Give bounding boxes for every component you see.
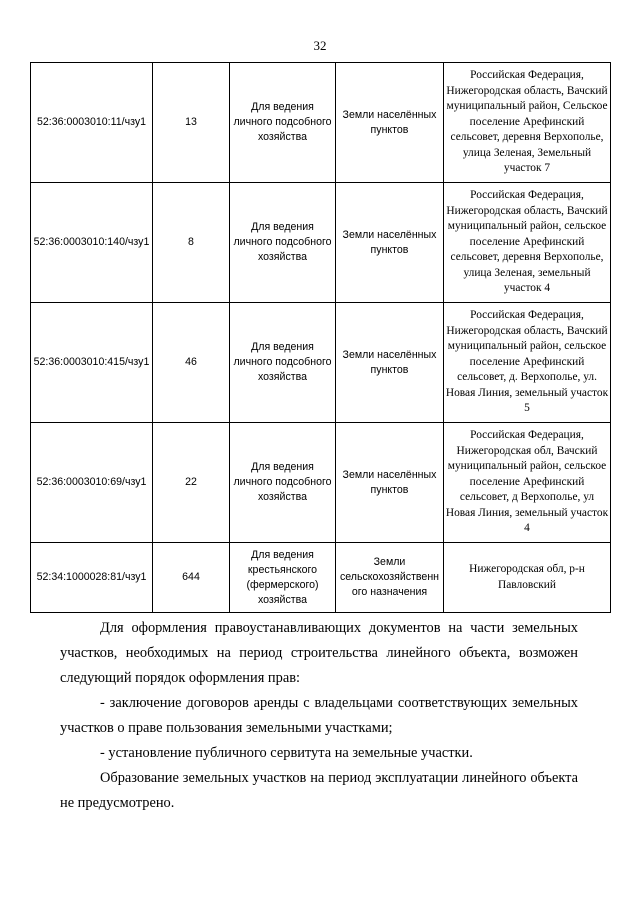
parcel-area: 46	[153, 303, 230, 423]
paragraph-servitude	[60, 741, 578, 766]
parcel-area: 22	[153, 423, 230, 543]
parcel-area: 8	[153, 183, 230, 303]
table-row	[31, 183, 611, 303]
table-row	[31, 423, 611, 543]
parcels-table	[30, 62, 611, 613]
paragraph-operation	[60, 766, 578, 816]
table-row	[31, 543, 611, 613]
page-number: 32	[313, 38, 327, 53]
paragraph-text: Для оформления правоустанавливающих документов на части земельных участков, необходимых на период строительства линейного объекта, возможен следующий порядок оформления прав:	[60, 620, 578, 686]
parcel-address: Российская Федерация, Нижегородская обл, Вачский муниципальный район, сельское поселение Арефинский сельсовет, д Верхополье, ул Новая Линия, земельный участок 4	[444, 423, 611, 543]
permitted-use: Для ведения личного подсобного хозяйства	[230, 183, 336, 303]
permitted-use: Для ведения личного подсобного хозяйства	[230, 423, 336, 543]
table-row	[31, 63, 611, 183]
land-category: Земли населённых пунктов	[336, 63, 444, 183]
cadastral-number: 52:36:0003010:140/чзу1	[31, 183, 153, 303]
parcel-address: Российская Федерация, Нижегородская область, Вачский муниципальный район, сельское поселение Арефинский сельсовет, д. Верхополье, ул. Новая Линия, земельный участок 5	[444, 303, 611, 423]
permitted-use: Для ведения личного подсобного хозяйства	[230, 63, 336, 183]
cadastral-number: 52:36:0003010:69/чзу1	[31, 423, 153, 543]
permitted-use: Для ведения личного подсобного хозяйства	[230, 303, 336, 423]
land-category: Земли населённых пунктов	[336, 303, 444, 423]
cadastral-number: 52:36:0003010:415/чзу1	[31, 303, 153, 423]
table-row	[31, 303, 611, 423]
permitted-use: Для ведения крестьянского (фермерского) хозяйства	[230, 543, 336, 613]
parcel-address: Российская Федерация, Нижегородская область, Вачский муниципальный район, сельское поселение Арефинский сельсовет, деревня Верхополье, улица Зеленая, земельный участок 4	[444, 183, 611, 303]
parcel-address: Российская Федерация, Нижегородская область, Вачский муниципальный район, Сельское поселение Арефинский сельсовет, деревня Верхополье, улица Зеленая, Земельный участок 7	[444, 63, 611, 183]
land-category: Земли сельскохозяйственного назначения	[336, 543, 444, 613]
parcel-area: 644	[153, 543, 230, 613]
paragraph-rights-order	[60, 616, 578, 691]
parcel-address: Нижегородская обл, р-н Павловский	[444, 543, 611, 613]
paragraph-text: Образование земельных участков на период эксплуатации линейного объекта не предусмотрено.	[60, 770, 578, 811]
land-category: Земли населённых пунктов	[336, 183, 444, 303]
paragraph-text: - установление публичного сервитута на земельные участки.	[100, 745, 473, 761]
land-category: Земли населённых пунктов	[336, 423, 444, 543]
paragraph-lease	[60, 691, 578, 741]
parcel-area: 13	[153, 63, 230, 183]
cadastral-number: 52:34:1000028:81/чзу1	[31, 543, 153, 613]
paragraph-text: - заключение договоров аренды с владельцами соответствующих земельных участков о праве пользования земельными участками;	[60, 695, 578, 736]
cadastral-number: 52:36:0003010:11/чзу1	[31, 63, 153, 183]
